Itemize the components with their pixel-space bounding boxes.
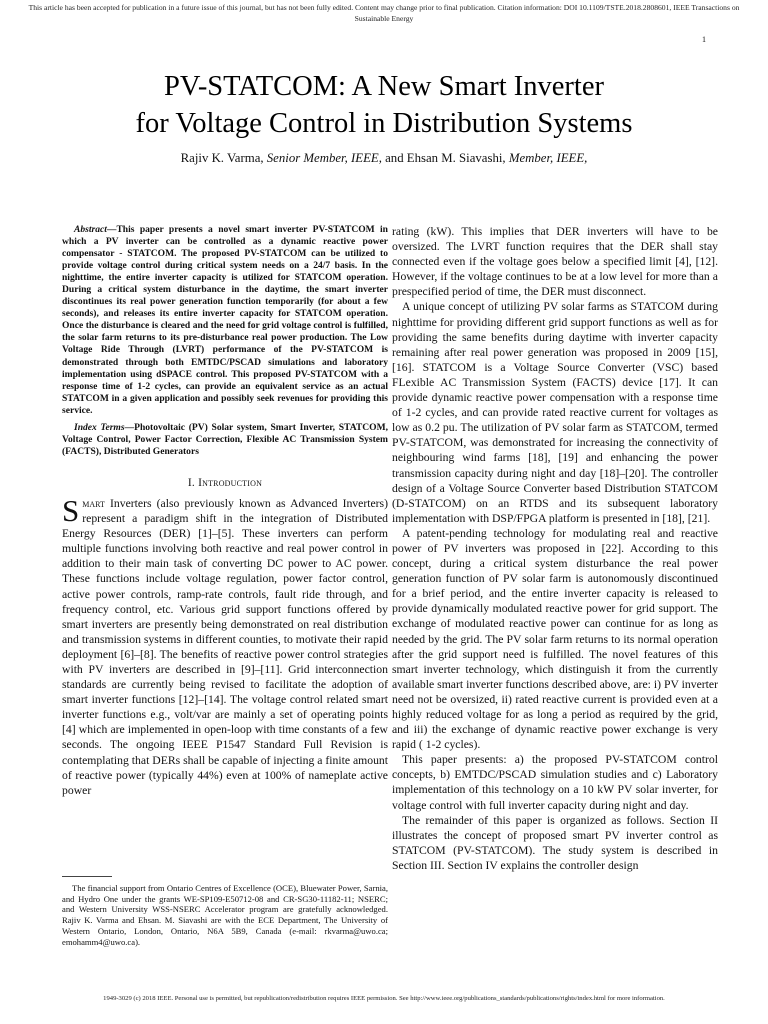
abstract [62, 224, 388, 417]
drop-cap: S [62, 492, 80, 528]
footnote: The financial support from Ontario Centres of Excellence (OCE), Bluewater Power, Sarnia, and Hydro One under the grants WE-SP109-E50712-08 and CR-SG30-11182-11; NSERC; and Western University WSS-NSERC Accelerator program are gratefully acknowledged. Rajiv K. Varma and Ehsan. M. Siavashi are with the ECE Department, The University of Western Ontario, London, Ontario, N6A 5B9, Canada (e-mail: rkvarma@uwo.ca; emohamm4@uwo.ca). [62, 883, 388, 947]
intro-text: Inverters (also previously known as Advanced Inverters) represent a paradigm shift in the integration of Distributed Energy Resources (DER) [1]–[5]. These inverters can perform multiple functions involving both reactive and real power control in addition to their main task of converting DC power to AC power. These functions include voltage regulation, power factor control, active power controls, ramp-rate controls, fault ride through, and frequency control, etc. Various grid support functions offered by smart inverters are presently being demonstrated on real distribution and transmission systems in different counties, to motivate their rapid deployment [6]–[8]. The benefits of reactive power control strategies with PV inverters are described in [9]–[11]. Grid interconnection standards are currently being revised to facilitate the adoption of smart inverter functions [12]–[14]. The voltage control related smart inverter functions e.g., volt/var are mainly a set of operating points [4] which are implemented in open-loop with time constants of a few seconds. The ongoing IEEE P1547 Standard Full Revision is contemplating that DERs shall be capable of injecting a finite amount of reactive power (typically 44%) even at 100% of nameplate active power [62, 496, 388, 797]
abstract-text: —This paper presents a novel smart inverter PV-STATCOM in which a PV inverter can be controlled as a dynamic reactive power compensator - STATCOM. The proposed PV-STATCOM can be utilized to provide voltage control during critical system needs on a 24/7 basis. In the nighttime, the entire inverter capacity is utilized for STATCOM operation. During a critical system disturbance in the daytime, the smart inverter discontinues its real power generation function temporarily (for about a few seconds), and releases its entire inverter capacity for STATCOM operation. Once the disturbance is cleared and the need for grid voltage control is fulfilled, the solar farm returns to its pre-disturbance real power production. The Low Voltage Ride Through (LVRT) performance of the PV-STATCOM is demonstrated through both EMTDC/PSCAD simulations and laboratory implementation using dSPACE control. This proposed PV-STATCOM with a response time of 1-2 cycles, can provide an equivalent service as an actual STATCOM in a given application and possibly seek revenues for providing this service. [62, 224, 388, 416]
copyright-footer: 1949-3029 (c) 2018 IEEE. Personal use is permitted, but republication/redistribution requires IEEE permission. See http://www.ieee.org/publications_standards/publications/rights/index.html for more information. [103, 995, 665, 1002]
author-1: Rajiv K. Varma, [180, 151, 264, 165]
index-terms-label: Index Terms [74, 421, 125, 433]
section-title: Introduction [198, 476, 263, 489]
publication-notice: This article has been accepted for publication in a future issue of this journal, but has not been fully edited. Content may change prior to final publication. Citation information: DOI 10.1109/TSTE.2018.2808601, IEEE Transactions on Sustainable Energy [28, 3, 740, 23]
index-terms-text: —Photovoltaic (PV) Solar system, Smart Inverter, STATCOM, Voltage Control, Power Factor Correction, Flexible AC Transmission System (FACTS), Distributed Generators [62, 421, 388, 457]
index-terms [62, 422, 388, 458]
author-line [40, 150, 728, 166]
right-column [392, 224, 718, 873]
right-paragraph-4: This paper presents: a) the proposed PV-STATCOM control concepts, b) EMTDC/PSCAD simulation studies and c) Laboratory implementation of this technology on a 10 kW PV solar inverter, for voltage control with full inverter capacity during night and day. [392, 753, 718, 812]
author-2-role: Member, IEEE, [508, 151, 588, 165]
section-heading-introduction [62, 476, 388, 491]
footnote-rule [62, 876, 112, 877]
title-line-2: for Voltage Control in Distribution Systems [135, 108, 633, 139]
paper-title [40, 68, 728, 142]
intro-paragraph [62, 492, 388, 798]
abstract-label: Abstract [74, 224, 107, 235]
right-paragraph-2: A unique concept of utilizing PV solar farms as STATCOM during nighttime for providing different grid support functions as well as for providing the same benefits during daytime with inverter capacity remaining after real power generation was proposed in 2009 [15], [16]. STATCOM is a Voltage Source Converter (VSC) based FLexible AC Transmission System (FACTS) device [17]. It can provide dynamic reactive power compensation with a response time of 1-2 cycles, and can provide rated reactive current for voltages as low as 0.2 pu. The utilization of PV solar farm as STATCOM, termed PV-STATCOM, was demonstrated for increasing the connectivity of neighbouring wind farms [18], [19] and enhancing the power transmission capacity during night and day [18]–[20]. The controller design of a Voltage Source Converter based Distribution STATCOM (D-STATCOM) on an RTDS and its subsequent laboratory implementation with DSP/FPGA platform is presented in [18], [21]. [392, 300, 718, 525]
left-column [62, 224, 388, 798]
author-1-role: Senior Member, IEEE, [266, 151, 382, 165]
lead-word: mart [82, 496, 105, 510]
right-paragraph-3: A patent-pending technology for modulating real and reactive power of PV inverters was proposed in [22]. According to this concept, during a critical system disturbance the real power generation function of PV solar farm is autonomously discontinued for a brief period, and the entire inverter capacity is released to provide dynamically modulated reactive power for grid support. The exchange of modulated reactive power can continue for as long as needed by the grid. The PV solar farm returns to its normal operation after the grid support need is fulfilled. The novel features of this smart inverter technology, which distinguish it from the currently available smart inverter functions described above, are: i) PV inverter need not be oversized, ii) rated reactive current is provided even at a highly reduced voltage for as long a period as required by the grid, and iii) the exchange of dynamic reactive power exchange is very rapid ( 1-2 cycles). [392, 526, 718, 752]
author-2: and Ehsan M. Siavashi, [385, 151, 506, 165]
page-number: 1 [702, 35, 706, 44]
title-line-1: PV-STATCOM: A New Smart Inverter [164, 71, 604, 102]
section-numeral: I. [187, 476, 195, 489]
right-paragraph-1: rating (kW). This implies that DER inverters will have to be oversized. The LVRT function requires that the DER shall stay connected even if the voltage goes below a specified limit [4], [12]. However, if the voltage continues to be at a low level for more than a prespecified period of time, the DER must disconnect. [392, 225, 718, 299]
right-paragraph-5: The remainder of this paper is organized as follows. Section II illustrates the concept of proposed smart PV inverter control as STATCOM (PV-STATCOM). The study system is described in Section III. Section IV explains the controller design [392, 813, 718, 872]
